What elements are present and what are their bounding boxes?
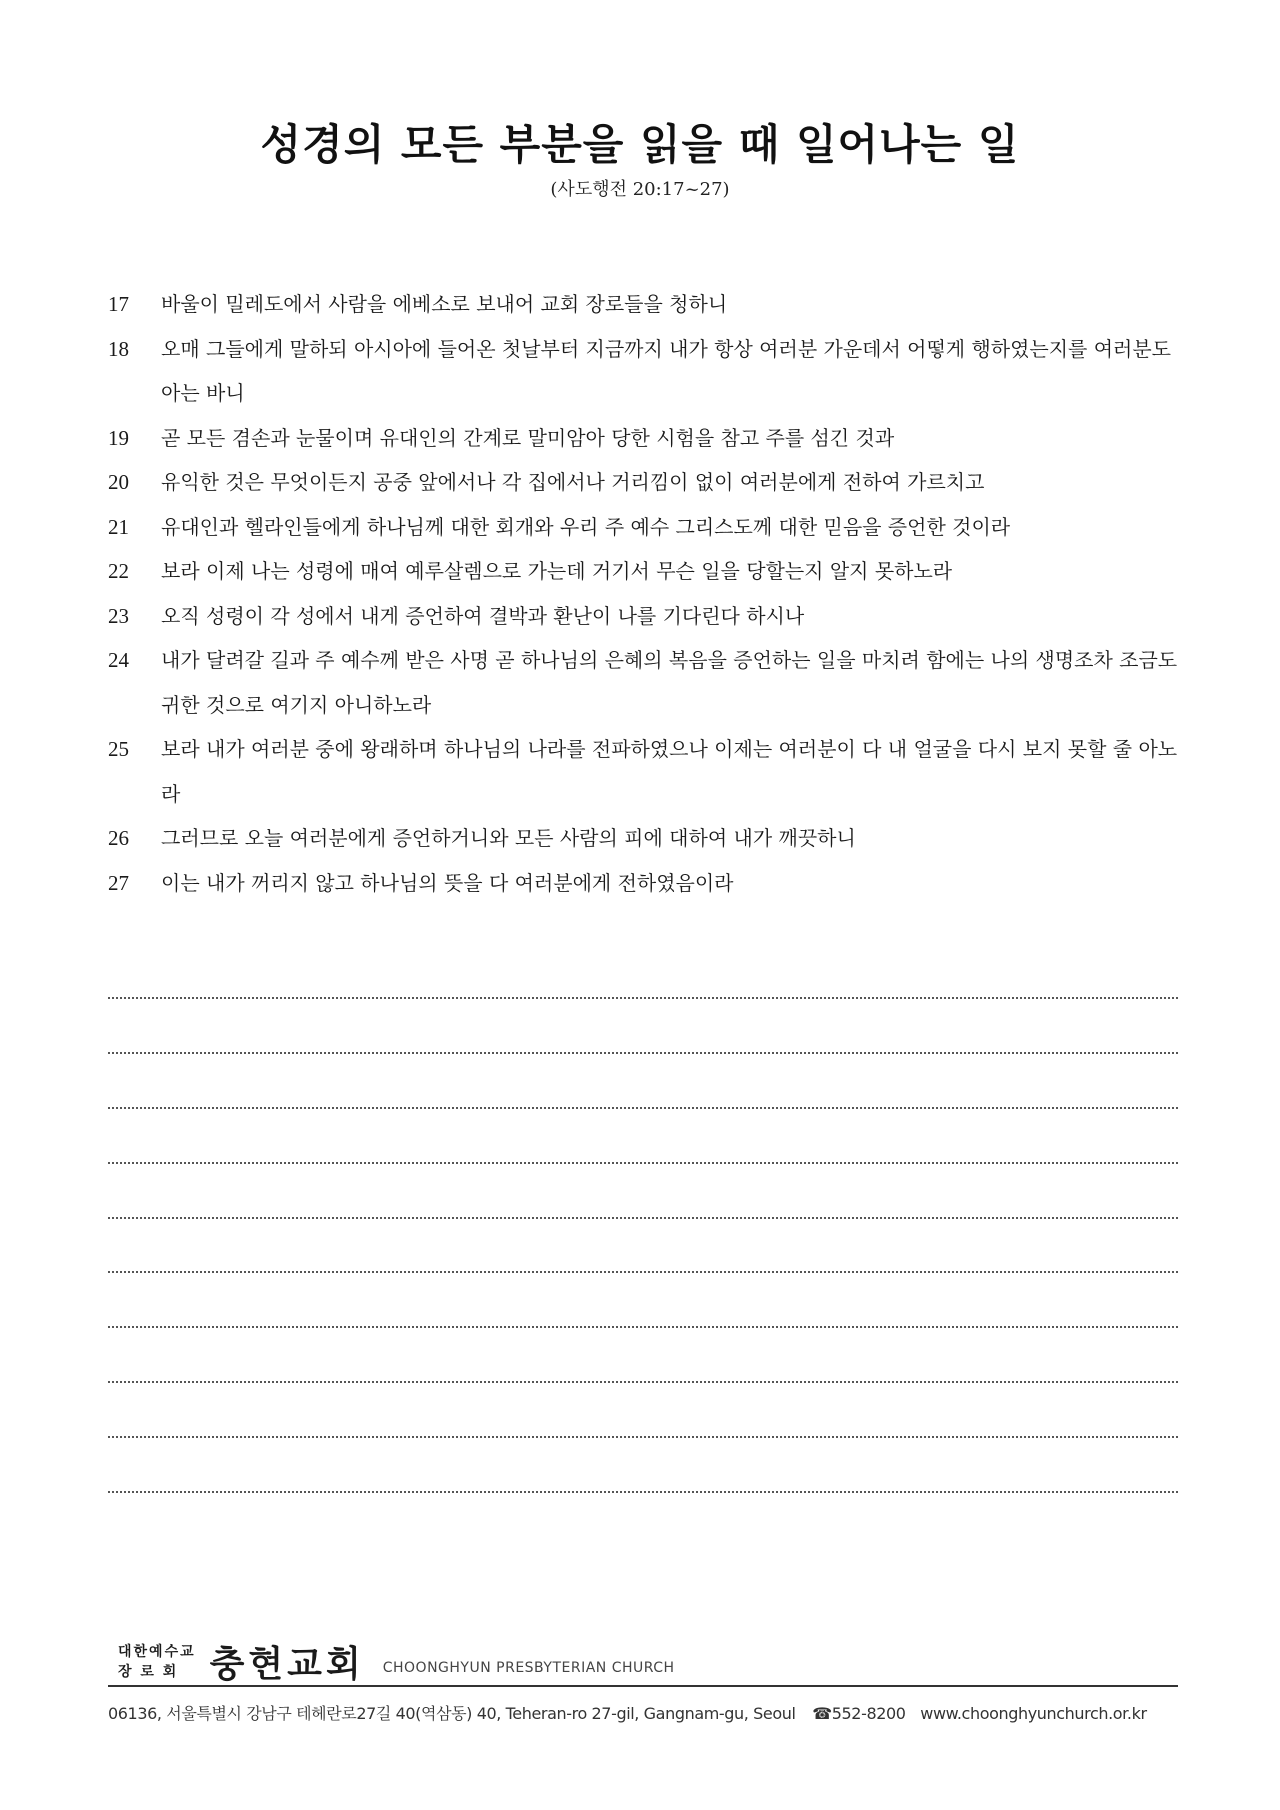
- church-logo: [118, 1636, 675, 1687]
- verse-text: 곧 모든 겸손과 눈물이며 유대인의 간계로 말미암아 당한 시험을 참고 주를 섬긴 것과: [161, 425, 895, 450]
- verse-number: 27: [108, 870, 129, 895]
- dotted-note-line: [108, 1217, 1178, 1219]
- verse-number: 20: [108, 470, 129, 494]
- church-name-korean: 충현교회: [209, 1643, 365, 1685]
- dotted-note-line: [108, 1052, 1178, 1054]
- dotted-note-line: [108, 1271, 1178, 1273]
- verse-24: [108, 638, 1178, 727]
- scripture-reference: (사도행전 20:17~27): [550, 179, 730, 200]
- verse-number: 19: [108, 425, 129, 450]
- verse-20: [108, 460, 1178, 505]
- verse-23: [108, 594, 1178, 639]
- dotted-note-line: [108, 1326, 1178, 1328]
- website-link[interactable]: www.choonghyunchurch.or.kr: [920, 1704, 1147, 1723]
- verse-list: [108, 282, 1178, 905]
- denomination: [118, 1642, 196, 1682]
- verse-18: [108, 327, 1178, 416]
- verse-number: 24: [108, 648, 129, 672]
- phone-icon: ☎: [812, 1704, 832, 1723]
- church-name-english: CHOONGHYUN PRESBYTERIAN CHURCH: [382, 1659, 675, 1676]
- verse-number: 22: [108, 559, 129, 583]
- dotted-note-line: [108, 1381, 1178, 1383]
- verse-text: 보라 이제 나는 성령에 매여 예루살렘으로 가는데 거기서 무슨 일을 당할는지 알지 못하노라: [161, 559, 953, 583]
- dotted-note-line: [108, 1491, 1178, 1493]
- verse-number: 21: [108, 514, 129, 539]
- verse-text: 이는 내가 꺼리지 않고 하나님의 뜻을 다 여러분에게 전하였음이라: [161, 870, 734, 895]
- verse-number: 26: [108, 826, 129, 850]
- dotted-note-line: [108, 1436, 1178, 1438]
- church-address: 06136, 서울특별시 강남구 테헤란로27길 40(역삼동) 40, Teheran-ro 27-gil, Gangnam-gu, Seoul: [108, 1704, 796, 1723]
- verse-text: 바울이 밀레도에서 사람을 에베소로 보내어 교회 장로들을 청하니: [161, 292, 728, 316]
- denomination-line-2: 장 로 회: [118, 1663, 179, 1680]
- verse-19: [108, 416, 1178, 461]
- verse-21: [108, 505, 1178, 550]
- verse-text: 유대인과 헬라인들에게 하나님께 대한 회개와 우리 주 예수 그리스도께 대한 믿음을 증언한 것이라: [161, 514, 1011, 539]
- verse-text: 오직 성령이 각 성에서 내게 증언하여 결박과 환난이 나를 기다린다 하시나: [161, 603, 805, 628]
- dotted-note-line: [108, 997, 1178, 999]
- dotted-note-line: [108, 1107, 1178, 1109]
- phone-number: 552-8200: [831, 1704, 906, 1723]
- verse-number: 25: [108, 737, 129, 761]
- verse-26: [108, 816, 1178, 861]
- verse-27: [108, 861, 1178, 906]
- verse-text: 내가 달려갈 길과 주 예수께 받은 사명 곧 하나님의 은혜의 복음을 증언하는 일을 마치려 함에는 나의 생명조차 조금도 귀한 것으로 여기지 아니하노라: [161, 648, 1178, 717]
- verse-text: 유익한 것은 무엇이든지 공중 앞에서나 각 집에서나 거리낌이 없이 여러분에게 전하여 가르치고: [161, 470, 985, 494]
- verse-number: 17: [108, 292, 129, 316]
- verse-22: [108, 549, 1178, 594]
- footer-contact: [108, 1701, 1178, 1724]
- denomination-line-1: 대한예수교: [118, 1643, 196, 1660]
- verse-text: 오매 그들에게 말하되 아시아에 들어온 첫날부터 지금까지 내가 항상 여러분 가운데서 어떻게 행하였는지를 여러분도 아는 바니: [161, 336, 1172, 405]
- verse-17: [108, 282, 1178, 327]
- note-lines: [108, 997, 1178, 1546]
- verse-number: 18: [108, 336, 129, 361]
- verse-text: 그러므로 오늘 여러분에게 증언하거니와 모든 사람의 피에 대하여 내가 깨끗하니: [161, 826, 856, 850]
- verse-25: [108, 727, 1178, 816]
- page-title: 성경의 모든 부분을 읽을 때 일어나는 일: [260, 120, 1020, 169]
- verse-number: 23: [108, 603, 129, 628]
- verse-text: 보라 내가 여러분 중에 왕래하며 하나님의 나라를 전파하였으나 이제는 여러분이 다 내 얼굴을 다시 보지 못할 줄 아노라: [161, 737, 1178, 806]
- footer-divider: [108, 1685, 1178, 1687]
- dotted-note-line: [108, 1162, 1178, 1164]
